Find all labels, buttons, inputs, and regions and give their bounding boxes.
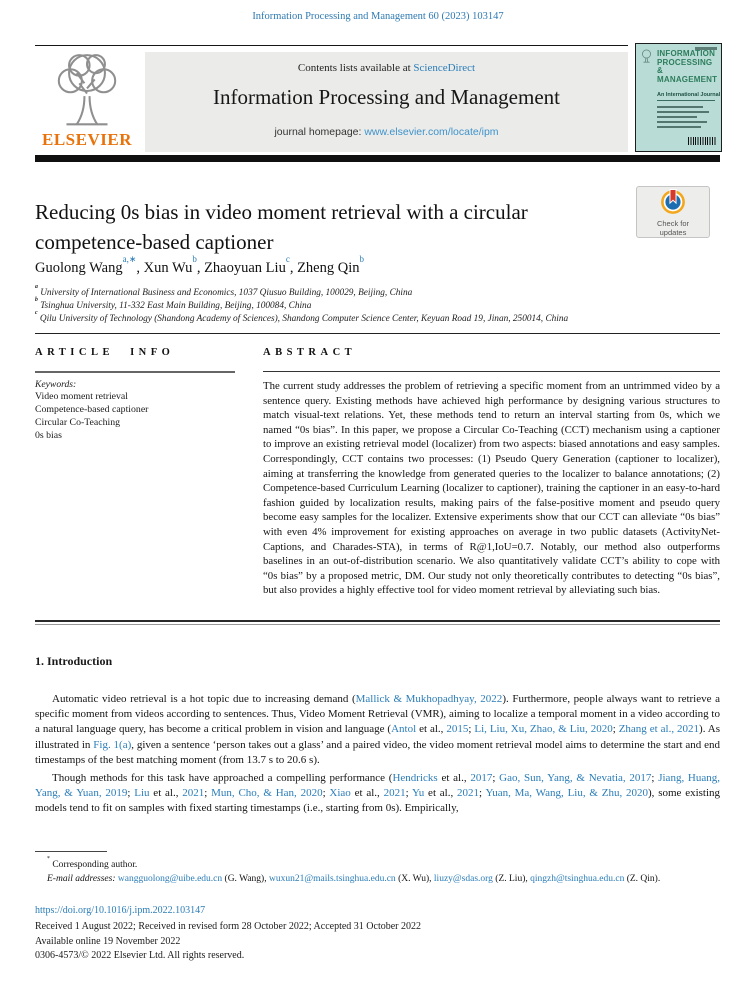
- affiliation-list: [35, 284, 735, 326]
- text-segment: ;: [127, 787, 135, 800]
- text-segment: et al.,: [437, 772, 471, 785]
- citation-link[interactable]: wuxun21@mails.tsinghua.edu.cn: [268, 874, 396, 884]
- citation-link[interactable]: Li, Liu, Xu, Zhao, & Liu,: [474, 723, 588, 736]
- citation-link[interactable]: Yuan, Ma, Wang, Liu, & Zhu,: [485, 787, 623, 800]
- text-segment: ,: [289, 260, 298, 276]
- introduction-heading: 1. Introduction: [35, 654, 113, 668]
- received-dates: Received 1 August 2022; Received in revised form 28 October 2022; Accepted 31 October 2022: [35, 921, 422, 932]
- text-segment: ;: [612, 723, 619, 736]
- citation-link[interactable]: 2015: [446, 723, 469, 736]
- text-segment: ;: [405, 787, 413, 800]
- homepage-url-link[interactable]: www.elsevier.com/locate/ipm: [364, 126, 499, 138]
- cover-text-bar: [657, 106, 703, 108]
- keywords-label: Keywords:: [35, 379, 77, 390]
- cover-text-bar: [657, 111, 709, 113]
- intro-paragraph-1: [35, 692, 720, 768]
- corresponding-author-text: Corresponding author.: [52, 860, 138, 870]
- affiliation: [35, 297, 735, 313]
- text-segment: ), some existing models tend to fit on samples with fixed starting timestamps (i.e., starting from 0s). Empirically,: [35, 787, 721, 815]
- author-list: [35, 254, 685, 277]
- text-segment: Qilu University of Technology (Shandong Academy of Sciences), Shandong Computer Science Center, Keyuan Road 19, Jinan, 250014, China: [37, 314, 569, 324]
- cover-text-bar: [657, 126, 701, 128]
- article-info-section: [35, 347, 240, 442]
- elsevier-tree-icon: [48, 50, 126, 132]
- text-segment: University of International Business and Economics, 1037 Qiusuo Building, 100029, Beijing, China: [37, 288, 413, 298]
- contents-line: [145, 62, 628, 74]
- journal-cover-thumbnail[interactable]: [635, 43, 722, 152]
- text-segment: Zhaoyuan Liu: [204, 260, 286, 276]
- text-segment: ;: [492, 772, 500, 785]
- citation-link[interactable]: 2021: [457, 787, 480, 800]
- citation-link[interactable]: 2020: [300, 787, 323, 800]
- elsevier-wordmark: ELSEVIER: [42, 130, 132, 149]
- abstract-bottom-rule: [35, 620, 720, 625]
- text-segment: ,: [136, 260, 144, 276]
- text-segment: b: [35, 297, 38, 304]
- text-segment: , given a sentence ‘person takes out a glass’ and a paired video, the video moment retrieval model aims to determine the start and end timestamps of the best matching moment (from 13.7 s to 20.6 s).: [35, 738, 721, 766]
- citation-link[interactable]: Mun, Cho, & Han,: [211, 787, 297, 800]
- text-segment: E-mail addresses:: [47, 874, 116, 884]
- text-segment: ;: [479, 787, 486, 800]
- text-segment: Zheng Qin: [297, 260, 360, 276]
- cover-title-line: PROCESSING: [657, 57, 713, 67]
- text-segment: ). Furthermore, people always want to retrieve a specific moment from videos according to sentences. Thus, Video Moment Retrieval (VMR), aiming to localize a temporal moment in a video according to a natural language query, has become a critical problem in vision and language (: [35, 693, 720, 736]
- text-segment: (G. Wang),: [222, 874, 269, 884]
- sciencedirect-link[interactable]: ScienceDirect: [413, 62, 476, 74]
- introduction-body: [35, 692, 720, 820]
- citation-link[interactable]: Liu: [134, 787, 150, 800]
- badge-line1: Check for: [656, 219, 690, 228]
- elsevier-logo[interactable]: [33, 50, 141, 162]
- text-segment: Xun Wu: [143, 260, 193, 276]
- text-segment: ). As illustrated in: [35, 723, 721, 751]
- text-segment: ;: [322, 787, 330, 800]
- citation-link[interactable]: 2021: [383, 787, 406, 800]
- keyword: Competence-based captioner: [35, 404, 149, 415]
- text-segment: Tsinghua University, 11-332 East Main Building, Beijing, 100084, China: [37, 301, 312, 311]
- abstract-heading: ABSTRACT: [263, 347, 357, 358]
- citation-link[interactable]: Jiang, Huang, Yang, & Yuan,: [35, 772, 721, 800]
- cover-tree-icon: [640, 49, 653, 64]
- homepage-line: [145, 126, 628, 138]
- homepage-prefix: journal homepage:: [274, 126, 365, 138]
- cover-title-line: &: [657, 66, 663, 76]
- available-online: Available online 19 November 2022: [35, 936, 181, 947]
- footnotes: [35, 858, 720, 886]
- badge-line2: updates: [659, 227, 687, 237]
- contents-prefix: Contents lists available at: [297, 62, 414, 74]
- intro-paragraph-2: [35, 771, 720, 817]
- text-segment: (X. Wu),: [395, 874, 434, 884]
- citation-link[interactable]: Fig. 1(a): [93, 738, 132, 751]
- text-segment: c: [35, 310, 38, 317]
- text-segment: ;: [651, 772, 659, 785]
- journal-masthead-title: Information Processing and Management: [213, 85, 560, 109]
- affiliation: [35, 310, 735, 326]
- cover-subtitle: An International Journal: [657, 92, 721, 98]
- masthead-top-rule: [35, 45, 628, 46]
- text-segment: et al.,: [424, 787, 458, 800]
- journal-header-line: Information Processing and Management 60 (2023) 103147: [252, 11, 504, 22]
- citation-link[interactable]: 2019: [105, 787, 128, 800]
- citation-link[interactable]: a,∗: [122, 254, 137, 265]
- text-segment: ;: [204, 787, 212, 800]
- citation-link[interactable]: Yu: [412, 787, 425, 800]
- citation-link[interactable]: Xiao: [329, 787, 351, 800]
- keyword: Video moment retrieval: [35, 391, 128, 402]
- keyword: 0s bias: [35, 430, 62, 441]
- affiliation: [35, 284, 735, 300]
- cover-text-bar: [657, 116, 697, 118]
- text-segment: ;: [468, 723, 475, 736]
- article-info-heading: ARTICLE INFO: [35, 347, 175, 358]
- article-info-underline: [35, 371, 235, 373]
- citation-link[interactable]: b: [359, 254, 364, 265]
- citation-link[interactable]: qingzh@tsinghua.edu.cn: [530, 874, 625, 884]
- cover-barcode: [688, 137, 716, 145]
- citation-link[interactable]: 2020: [590, 723, 613, 736]
- citation-link[interactable]: 2021: [677, 723, 700, 736]
- footnote-emails: [35, 872, 720, 886]
- keyword: Circular Co-Teaching: [35, 417, 121, 428]
- cover-title: [657, 50, 717, 84]
- masthead-box: [145, 52, 628, 152]
- citation-link[interactable]: 2017: [470, 772, 493, 785]
- citation-link[interactable]: b: [192, 254, 197, 265]
- citation-link[interactable]: c: [285, 254, 290, 265]
- section-top-rule: [35, 333, 720, 334]
- citation-link[interactable]: wangguolong@uibe.edu.cn: [117, 874, 223, 884]
- text-segment: Guolong Wang: [35, 260, 123, 276]
- citation-link[interactable]: Antol: [391, 723, 417, 736]
- text-segment: et al.,: [416, 723, 447, 736]
- text-segment: ,: [196, 260, 205, 276]
- check-updates-icon: [660, 189, 686, 215]
- article-title: Reducing 0s bias in video moment retrieval with a circular competence-based captioner: [35, 200, 528, 254]
- copyright-line: 0306-4573/© 2022 Elsevier Ltd. All rights reserved.: [35, 950, 245, 961]
- text-segment: Automatic video retrieval is a hot topic due to increasing demand (: [52, 693, 356, 705]
- text-segment: a: [35, 284, 38, 291]
- cover-title-line: MANAGEMENT: [657, 74, 718, 84]
- citation-link[interactable]: Hendricks: [392, 772, 438, 785]
- text-segment: et al.,: [350, 787, 384, 800]
- check-updates-label: [637, 220, 709, 237]
- abstract-section: [263, 347, 720, 598]
- abstract-text: The current study addresses the problem of retrieving a specific moment from an untrimmed video by a sentence query. Existing methods have achieved high performance by designing various structures to match visual-text relations. Yet, these methods tend to return an interval starting from 0s, which we named “0s bias”. In this paper, we propose a Circular Co-Teaching (CCT) mechanism using a captioner to improve an existing retrieval model (localizer) from two aspects: biased annotations and easy samples. Correspondingly, CCT contains two processes: (1) Pseudo Query Generation (captioner to localizer), aiming at transferring the knowledge from generated queries to the localizer to balance annotations; (2) Competence-based Curriculum Learning (localizer to captioner), training the captioner in an easy-to-hard fashion guided by localization results, making pairs of the false-positive moment and pseudo query become easy samples for the localizer. Extensive experiments show that our CCT can alleviate “0s bias” with even 4% improvement for existing approaches on average in two public datasets (ActivityNet-Captions, and Charades-STA), in terms of R@1,IoU=0.7. Notably, our method also outperforms baselines in an out-of-distribution scenario. We also quantitatively validate CCT’s ability to cope with “0s bias” by a proposed metric, DM. Our study not only theoretically contributes to detecting “0s bias”, but also provides a highly effective tool for video moment retrieval by alleviating such bias.: [263, 380, 720, 597]
- check-updates-badge[interactable]: [636, 186, 710, 238]
- masthead-black-bar: [35, 155, 720, 162]
- footnote-corresponding: [35, 858, 720, 872]
- text-segment: Though methods for this task have approached a compelling performance (: [52, 772, 393, 785]
- citation-link[interactable]: Zhang et al.,: [618, 723, 675, 736]
- cover-text-bar: [657, 121, 707, 123]
- abstract-underline: [263, 371, 720, 372]
- citation-link[interactable]: Mallick & Mukhopadhyay, 2022: [355, 693, 503, 705]
- citation-link[interactable]: liuzy@sdas.org: [433, 874, 493, 884]
- citation-link[interactable]: 2017: [629, 772, 652, 785]
- cover-divider: [657, 100, 715, 101]
- cover-title-line: INFORMATION: [657, 49, 716, 58]
- citation-link[interactable]: 2021: [182, 787, 205, 800]
- text-segment: et al.,: [149, 787, 183, 800]
- citation-link[interactable]: 2020: [626, 787, 648, 800]
- text-segment: (Z. Liu),: [492, 874, 531, 884]
- doi-link[interactable]: https://doi.org/10.1016/j.ipm.2022.103147: [35, 905, 206, 916]
- citation-link[interactable]: Gao, Sun, Yang, & Nevatia,: [499, 772, 626, 785]
- text-segment: (Z. Qin).: [624, 874, 661, 884]
- footnote-rule: [35, 851, 107, 852]
- footnote-star: *: [47, 856, 50, 863]
